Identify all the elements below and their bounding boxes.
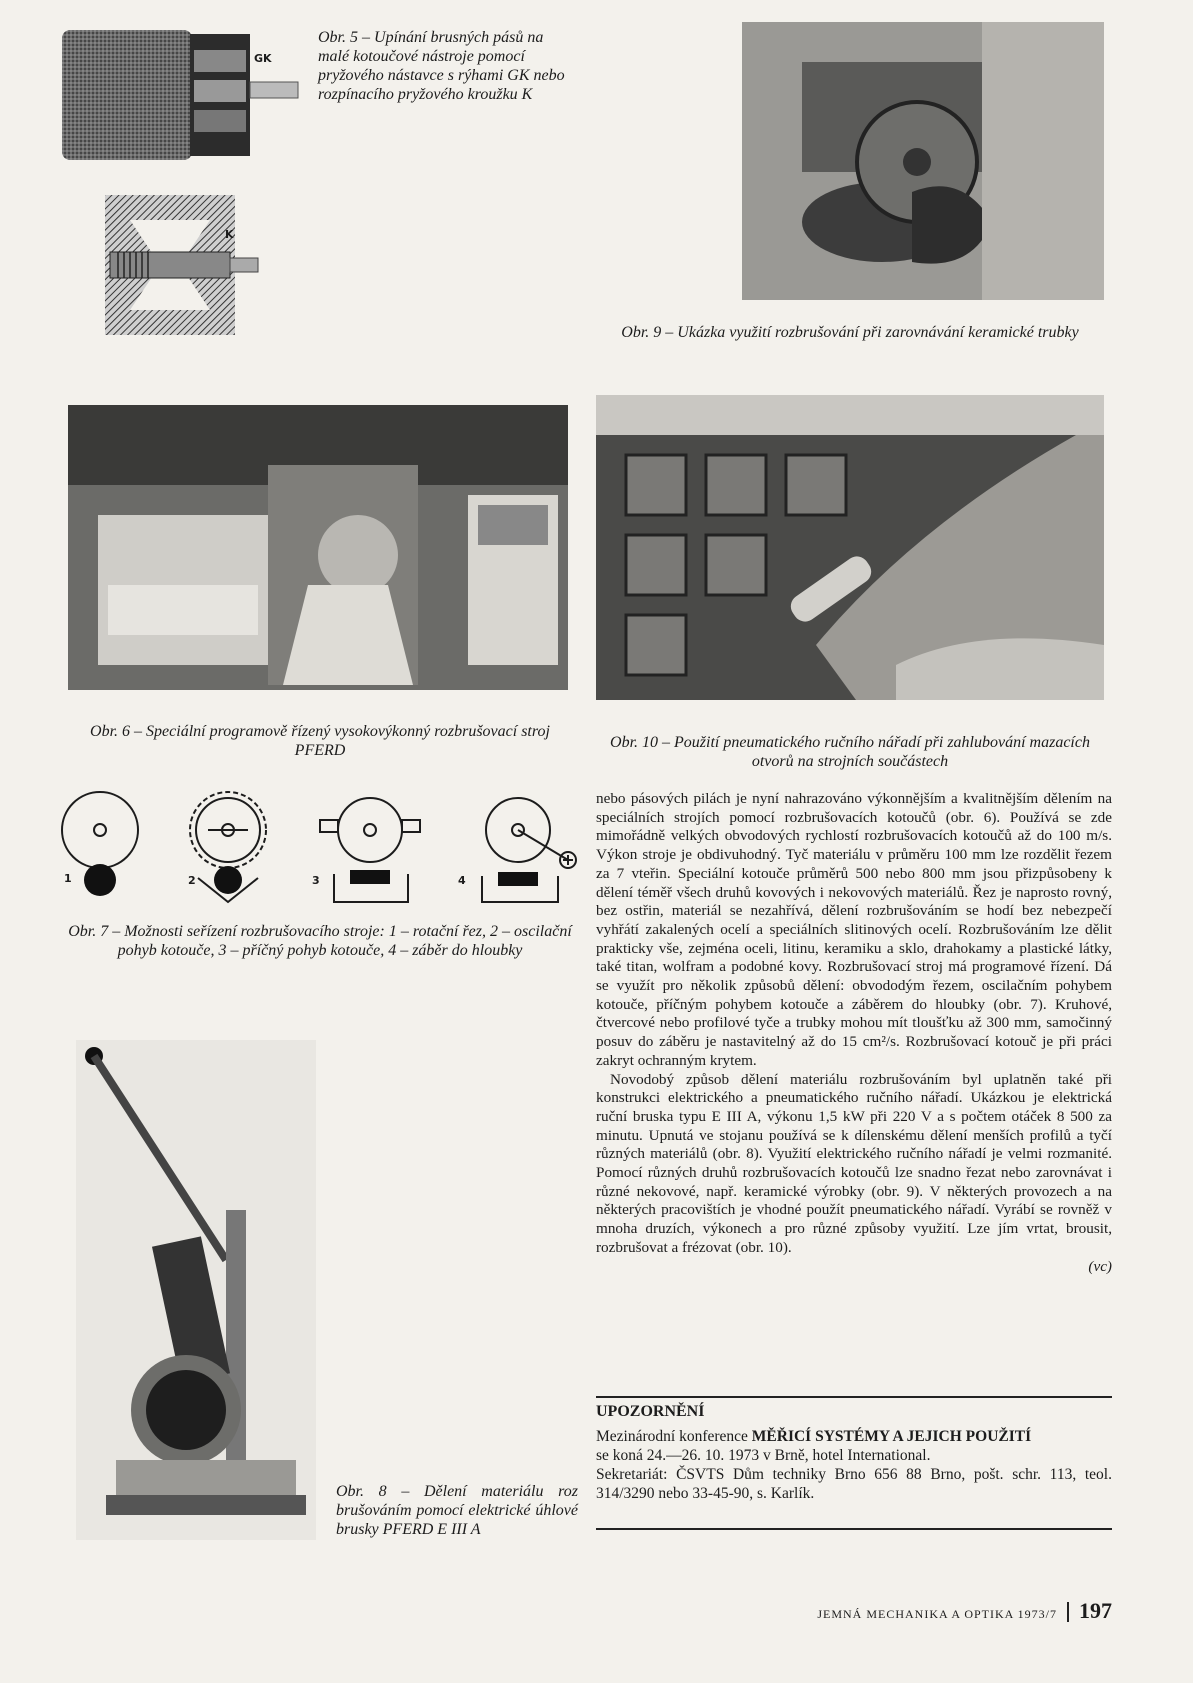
photo-obr-10-pneumatic-tool (596, 395, 1104, 700)
figure-5-drawing (60, 20, 300, 340)
article-paragraph-2: Novodobý způsob dělení materiálu rozbrušováním byl uplatněn také při konstrukci elektrického a pneumatického ručního nářadí. Ukázkou je elektrická ruční bruska typu E III A, výkonu 1,5 kW při 220 V a s počtem otáček 8 500 za minutu. Upnutá ve stojanu používá se k dílenskému dělení menších profilů a tyčí různých materiálů (obr. 8). Využití elektrického ručního nářadí je velmi rozmanité. Pomocí různých druhů rozbrušovacích kotoučů lze snadno řezat nebo zarovnávat i různé nekovové, např. keramické výrobky (obr. 9). V některých provozech a na některých pracovištích je vhodné použít pneumatického nářadí. Vyrábí se rovněž v mnoha druzích, výkonech a pro různé způsoby využití. Lze jím vrtat, brousit, rozbrušovat a frézovat (obr. 10). (596, 1070, 1112, 1256)
article-signature: (vc) (1088, 1257, 1112, 1275)
caption-obr-10: Obr. 10 – Použití pneumatického ručního nářadí při zahlubování mazacích otvorů na strojních součástech (610, 734, 1090, 770)
notice-line-3: Sekretariát: ČSVTS Dům techniky Brno 656 88 Brno, pošt. schr. 113, teol. 314/3290 nebo 33-45-90, s. Karlík. (596, 1466, 1112, 1502)
caption-obr-5: Obr. 5 – Upínání brusných pásů na malé kotoučové nástroje pomocí pryžového nástavce s rýhami GK nebo rozpínacího pryžového kroužku K (318, 29, 565, 103)
figure-7-diagram (58, 790, 578, 910)
label-k: K (225, 228, 234, 241)
caption-obr-6: Obr. 6 – Speciální programově řízený vysokovýkonný rozbrušovací stroj PFERD (90, 723, 550, 759)
photo-obr-8-angle-grinder-stand (76, 1040, 316, 1540)
notice-line-2: se koná 24.—26. 10. 1973 v Brně, hotel International. (596, 1447, 931, 1464)
notice-rule-top (596, 1396, 1112, 1398)
footer-journal: JEMNÁ MECHANIKA A OPTIKA 1973/7 (817, 1607, 1057, 1621)
label-4: 4 (458, 874, 466, 887)
caption-obr-7: Obr. 7 – Možnosti seřízení rozbrušovacího stroje: 1 – rotační řez, 2 – oscilační pohyb kotouče, 3 – příčný pohyb kotouče, 4 – záběr do hloubky (68, 923, 572, 959)
caption-obr-9: Obr. 9 – Ukázka využití rozbrušování při zarovnávání keramické trubky (621, 324, 1079, 341)
photo-obr-9-ceramic-tube (742, 22, 1104, 300)
footer (700, 1598, 1112, 1624)
notice-box (596, 1402, 1112, 1503)
article-paragraph-1: nebo pásových pilách je nyní nahrazováno výkonnějším a kvalitnějším dělením na speciálních strojích pomocí rozbrušovacích kotoučů (obr. 6). Používá se zde mimořádně velkých obvodových rychlostí rozbrušovacích kotoučů až do 100 m/s. Výkon stroje je obdivuhodný. Tyč materiálu v průměru 100 mm lze rozdělit řezem za 7 vteřin. Speciální kotouče průměrů 500 nebo 800 mm jsou přizpůsobeny k dělení téměř všech druhů kovových i nekovových materiálů. Řez je naprosto rovný, bez ostřin, materiál se nezahřívá, dělení rozbrušováním se hodí bez nebezpečí vyhřátí zakalených ocelí a speciálních slitinových ocelí. Rozbrušováním lze dělit prakticky vše, zejména oceli, litinu, keramiku a sklo, drahokamy a plastické látky, také titan, wolfram a podobné kovy. Rozbrušovací stroj má programové řízení. Dá se využít pro několik způsobů dělení: obvododým řezem, oscilačním pohybem kotouče, příčným pohybem kotouče a záběrem do hloubky (obr. 7). Kruhové, čtvercové nebo profilové tyče a trubky mohou mít tloušťku až 300 mm, samočinný posuv do záběru je nastavitelný až do 15 cm²/s. Rozbrušovací kotouč je při práci zakryt ochranným krytem. (596, 790, 1112, 1069)
notice-lead: Mezinárodní konference (596, 1428, 748, 1445)
footer-divider (1067, 1602, 1069, 1622)
footer-page-number: 197 (1079, 1598, 1112, 1623)
photo-obr-6-pferd-machine (68, 405, 568, 690)
label-3: 3 (312, 874, 320, 887)
notice-heading: UPOZORNĚNÍ (596, 1403, 705, 1420)
notice-conference-name: MĚŘICÍ SYSTÉMY A JEJICH POUŽITÍ (751, 1428, 1032, 1445)
notice-line-1 (596, 1427, 1112, 1446)
article-body (596, 790, 1112, 1276)
label-1: 1 (64, 872, 72, 885)
label-gk: GK (254, 52, 272, 65)
notice-rule-bottom (596, 1528, 1112, 1530)
caption-obr-8: Obr. 8 – Dělení materiálu roz brušováním pomocí elektrické úhlové brusky PFERD E III A (336, 1483, 578, 1538)
label-2: 2 (188, 874, 196, 887)
